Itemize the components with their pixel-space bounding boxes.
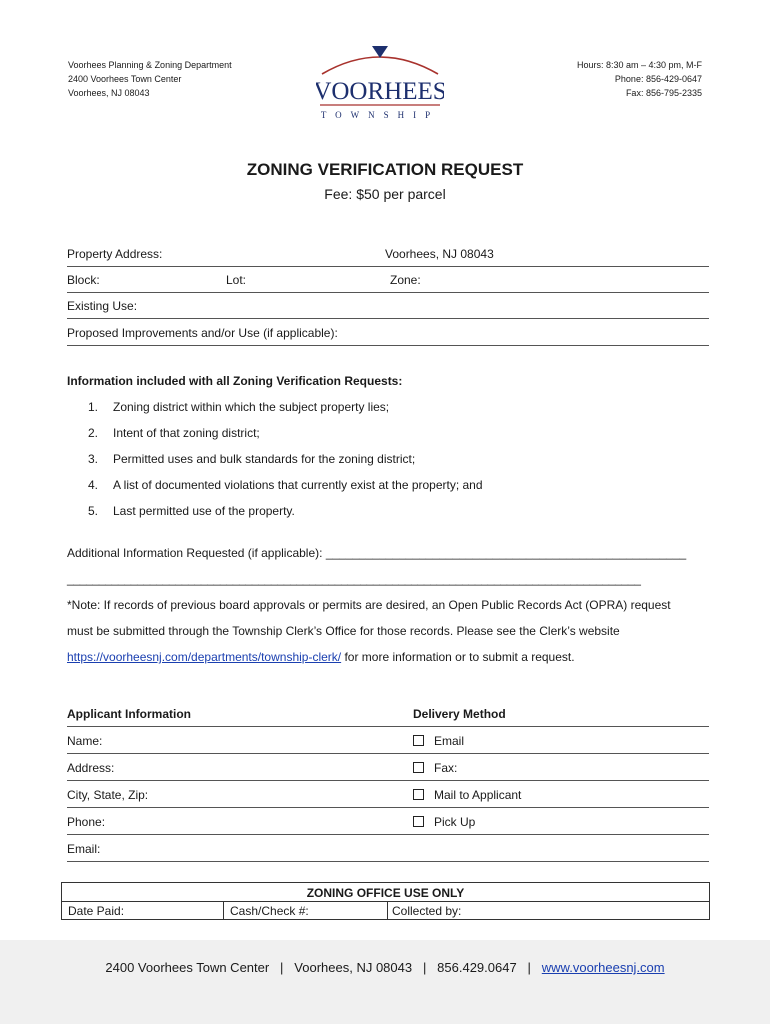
office-contact-block bbox=[577, 58, 702, 100]
property-town: Voorhees, NJ 08043 bbox=[385, 247, 494, 261]
office-use-heading: ZONING OFFICE USE ONLY bbox=[306, 886, 465, 900]
name-label: Name: bbox=[67, 734, 103, 748]
list-item: 4. A list of documented violations that currently exist at the property; and bbox=[88, 478, 483, 492]
footer-phone: 856.429.0647 bbox=[437, 960, 517, 975]
proposed-use-label: Proposed Improvements and/or Use (if applicable): bbox=[67, 326, 338, 340]
department-name: Voorhees Planning & Zoning Department bbox=[68, 60, 232, 70]
checkbox-icon[interactable] bbox=[413, 762, 424, 773]
list-item: 3. Permitted uses and bulk standards for the zoning district; bbox=[88, 452, 416, 466]
footer-contact bbox=[0, 960, 770, 975]
page-title: ZONING VERIFICATION REQUEST bbox=[246, 160, 524, 179]
footer-website-link[interactable]: www.voorheesnj.com bbox=[541, 960, 665, 975]
phone-label: Phone: bbox=[67, 815, 106, 829]
logo-subtitle: TOWNSHIP bbox=[320, 110, 440, 120]
footer-separator: | bbox=[527, 960, 531, 975]
voorhees-township-logo bbox=[316, 44, 444, 122]
date-paid-field[interactable]: Date Paid: bbox=[68, 904, 125, 918]
note-line-3-text: for more information or to submit a request. bbox=[341, 650, 575, 664]
clerk-website-link[interactable]: https://voorheesnj.com/departments/township-clerk/ bbox=[67, 650, 342, 664]
footer-city: Voorhees, NJ 08043 bbox=[294, 960, 413, 975]
zone-label: Zone: bbox=[390, 273, 421, 287]
department-street: 2400 Voorhees Town Center bbox=[68, 74, 182, 84]
logo-wordmark: VOORHEES bbox=[316, 78, 444, 105]
lot-label: Lot: bbox=[226, 273, 247, 287]
fee-text: Fee: $50 per parcel bbox=[324, 186, 446, 202]
department-address-block bbox=[68, 58, 232, 100]
property-address-label: Property Address: bbox=[67, 247, 163, 261]
collected-by-field[interactable]: Collected by: bbox=[392, 904, 462, 918]
block-lot-zone-row[interactable] bbox=[67, 266, 709, 293]
office-fax: Fax: 856-795-2335 bbox=[625, 88, 702, 98]
existing-use-row[interactable] bbox=[67, 292, 709, 319]
applicant-address-row[interactable] bbox=[67, 753, 709, 781]
department-city: Voorhees, NJ 08043 bbox=[68, 88, 150, 98]
email-label: Email: bbox=[67, 842, 101, 856]
list-item: 2. Intent of that zoning district; bbox=[88, 426, 260, 440]
checkbox-icon[interactable] bbox=[413, 735, 424, 746]
office-phone: Phone: 856-429-0647 bbox=[614, 74, 702, 84]
office-use-box bbox=[61, 882, 710, 920]
note-line-3 bbox=[67, 650, 575, 664]
address-label: Address: bbox=[67, 761, 115, 775]
applicant-email-row[interactable] bbox=[67, 834, 709, 862]
delivery-method-heading: Delivery Method bbox=[413, 707, 506, 721]
footer-address: 2400 Voorhees Town Center bbox=[105, 960, 270, 975]
delivery-option-pickup[interactable]: Pick Up bbox=[413, 815, 475, 829]
office-hours: Hours: 8:30 am – 4:30 pm, M-F bbox=[576, 60, 702, 70]
additional-info-field[interactable]: Additional Information Requested (if applicable): ______________________________________________________ bbox=[67, 546, 687, 560]
checkbox-icon[interactable] bbox=[413, 816, 424, 827]
additional-info-line[interactable]: __________________________________________________________________________________________ bbox=[67, 572, 641, 586]
property-address-row[interactable] bbox=[67, 240, 709, 267]
cash-check-field[interactable]: Cash/Check #: bbox=[230, 904, 309, 918]
delivery-option-fax[interactable]: Fax: bbox=[413, 761, 457, 775]
delivery-option-email[interactable]: Email bbox=[413, 734, 464, 748]
checkbox-icon[interactable] bbox=[413, 789, 424, 800]
footer bbox=[0, 940, 770, 1024]
footer-separator: | bbox=[422, 960, 427, 975]
delivery-option-mail[interactable]: Mail to Applicant bbox=[413, 788, 521, 802]
existing-use-label: Existing Use: bbox=[67, 299, 138, 313]
applicant-info-heading: Applicant Information bbox=[67, 707, 191, 721]
applicant-name-row[interactable] bbox=[67, 726, 709, 754]
footer-separator: | bbox=[280, 960, 284, 975]
note-line-1: *Note: If records of previous board approvals or permits are desired, an Open Public Records Act (OPRA) request bbox=[67, 598, 671, 612]
city-state-zip-label: City, State, Zip: bbox=[67, 788, 149, 802]
block-label: Block: bbox=[67, 273, 100, 287]
applicant-city-row[interactable] bbox=[67, 780, 709, 808]
applicant-phone-row[interactable] bbox=[67, 807, 709, 835]
info-heading: Information included with all Zoning Verification Requests: bbox=[67, 374, 403, 388]
list-item: 1. Zoning district within which the subject property lies; bbox=[88, 400, 390, 414]
note-line-2: must be submitted through the Township Clerk’s Office for those records. Please see the Clerk’s website bbox=[67, 624, 620, 638]
list-item: 5. Last permitted use of the property. bbox=[88, 504, 295, 518]
applicant-header-row bbox=[67, 699, 709, 727]
proposed-use-row[interactable] bbox=[67, 319, 709, 346]
